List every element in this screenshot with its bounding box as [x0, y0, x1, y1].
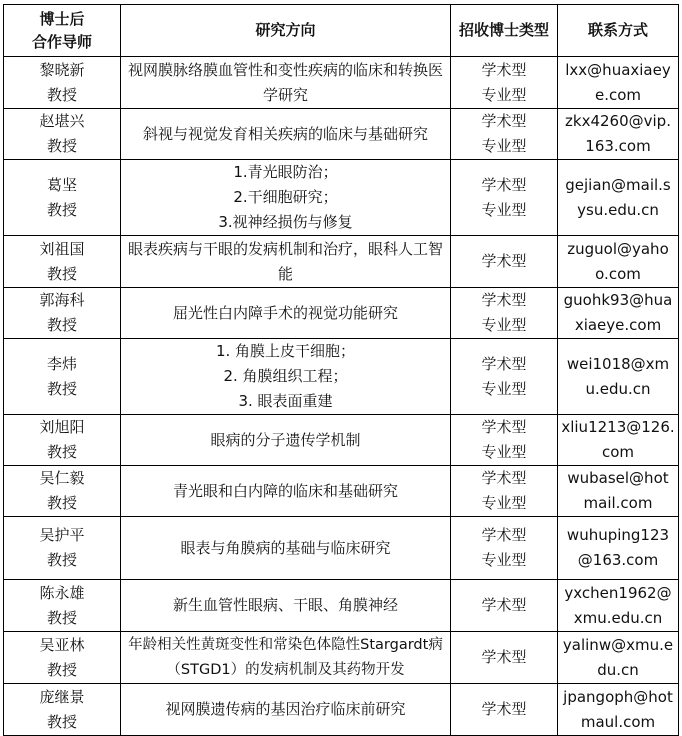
- type-cell: 学术型 专业型: [451, 109, 558, 160]
- direction-cell: 年龄相关性黄斑变性和常染色体隐性Stargardt病（STGD1）的发病机制及其药物开发: [121, 632, 451, 684]
- mentor-cell: [4, 684, 121, 736]
- mentor-title: 教授: [46, 379, 77, 398]
- contact-cell: wuhuping123@163.com: [558, 517, 679, 580]
- table-row: [4, 339, 679, 415]
- mentor-cell: [4, 517, 121, 580]
- table-row: [4, 517, 679, 580]
- mentor-title: 教授: [46, 200, 77, 219]
- direction-cell: 视网膜脉络膜血管性和变性疾病的临床和转换医学研究: [121, 57, 451, 109]
- contact-cell: lxx@huaxiaeye.com: [558, 57, 679, 109]
- table-row: [4, 160, 679, 236]
- direction-cell: 1. 角膜上皮干细胞； 2. 角膜组织工程； 3. 眼表面重建: [121, 339, 451, 415]
- contact-cell: yxchen1962@xmu.edu.cn: [558, 580, 679, 632]
- type-cell: 学术型 专业型: [451, 466, 558, 517]
- direction-cell: 眼表与角膜病的基础与临床研究: [121, 517, 451, 580]
- type-cell: 学术型 专业型: [451, 415, 558, 466]
- mentor-title: 教授: [46, 137, 77, 155]
- contact-cell: jpangoph@hotmaul.com: [558, 684, 679, 736]
- mentor-title: 教授: [46, 316, 77, 334]
- mentor-title: 教授: [46, 494, 77, 512]
- mentor-title: 教授: [46, 551, 77, 569]
- table-row: [4, 466, 679, 517]
- type-cell: 学术型 专业型: [451, 339, 558, 415]
- mentor-cell: [4, 160, 121, 236]
- mentor-title: 教授: [46, 660, 77, 679]
- direction-cell: 眼病的分子遗传学机制: [121, 415, 451, 466]
- type-cell: 学术型: [451, 236, 558, 288]
- contact-cell: guohk93@huaxiaeye.com: [558, 288, 679, 339]
- table-row: [4, 580, 679, 632]
- mentor-name: 刘祖国: [39, 239, 85, 258]
- table-row: [4, 632, 679, 684]
- header-row: [4, 5, 679, 57]
- table-row: [4, 684, 679, 736]
- mentor-title: 教授: [46, 85, 77, 104]
- mentor-name: 李炜: [46, 354, 77, 373]
- mentor-cell: [4, 339, 121, 415]
- contact-cell: yalinw@xmu.edu.cn: [558, 632, 679, 684]
- mentor-name: 黎晓新: [39, 60, 85, 79]
- direction-cell: 新生血管性眼病、干眼、角膜神经: [121, 580, 451, 632]
- mentor-name: 郭海科: [39, 291, 85, 309]
- mentor-name: 吴护平: [39, 526, 85, 544]
- direction-cell: 1.青光眼防治； 2.干细胞研究； 3.视神经损伤与修复: [121, 160, 451, 236]
- mentor-cell: [4, 632, 121, 684]
- type-cell: 学术型 专业型: [451, 160, 558, 236]
- contact-cell: zuguol@yahoo.com: [558, 236, 679, 288]
- header-mentor: 博士后 合作导师: [4, 5, 121, 57]
- contact-cell: xliu1213@126.com: [558, 415, 679, 466]
- header-contact: 联系方式: [558, 5, 679, 57]
- mentor-name: 葛坚: [46, 175, 77, 194]
- type-cell: 学术型 专业型: [451, 517, 558, 580]
- mentor-name: 吴亚林: [39, 635, 85, 654]
- mentor-cell: [4, 466, 121, 517]
- mentor-table: [3, 4, 679, 736]
- mentor-name: 庞继景: [39, 687, 85, 706]
- direction-cell: 屈光性白内障手术的视觉功能研究: [121, 288, 451, 339]
- mentor-title: 教授: [46, 608, 77, 627]
- contact-cell: zkx4260@vip.163.com: [558, 109, 679, 160]
- header-type: 招收博士类型: [451, 5, 558, 57]
- header-direction: 研究方向: [121, 5, 451, 57]
- table-row: [4, 288, 679, 339]
- type-cell: 学术型: [451, 632, 558, 684]
- contact-cell: wei1018@xmu.edu.cn: [558, 339, 679, 415]
- direction-cell: 眼表疾病与干眼的发病机制和治疗，眼科人工智能: [121, 236, 451, 288]
- mentor-name: 陈永雄: [39, 583, 85, 602]
- type-cell: 学术型: [451, 684, 558, 736]
- mentor-title: 教授: [46, 443, 77, 461]
- table-row: [4, 109, 679, 160]
- direction-cell: 视网膜遗传病的基因治疗临床前研究: [121, 684, 451, 736]
- mentor-name: 吴仁毅: [39, 469, 85, 487]
- mentor-title: 教授: [46, 712, 77, 731]
- contact-cell: gejian@mail.sysu.edu.cn: [558, 160, 679, 236]
- table-row: [4, 415, 679, 466]
- mentor-cell: [4, 236, 121, 288]
- table-row: [4, 57, 679, 109]
- contact-cell: wubasel@hotmail.com: [558, 466, 679, 517]
- mentor-title: 教授: [46, 264, 77, 283]
- type-cell: 学术型 专业型: [451, 57, 558, 109]
- table-row: [4, 236, 679, 288]
- direction-cell: 斜视与视觉发育相关疾病的临床与基础研究: [121, 109, 451, 160]
- mentor-name: 刘旭阳: [39, 418, 85, 436]
- type-cell: 学术型 专业型: [451, 288, 558, 339]
- mentor-cell: [4, 57, 121, 109]
- type-cell: 学术型: [451, 580, 558, 632]
- mentor-cell: [4, 288, 121, 339]
- mentor-cell: [4, 109, 121, 160]
- direction-cell: 青光眼和白内障的临床和基础研究: [121, 466, 451, 517]
- mentor-cell: [4, 415, 121, 466]
- mentor-cell: [4, 580, 121, 632]
- mentor-name: 赵堪兴: [39, 112, 85, 130]
